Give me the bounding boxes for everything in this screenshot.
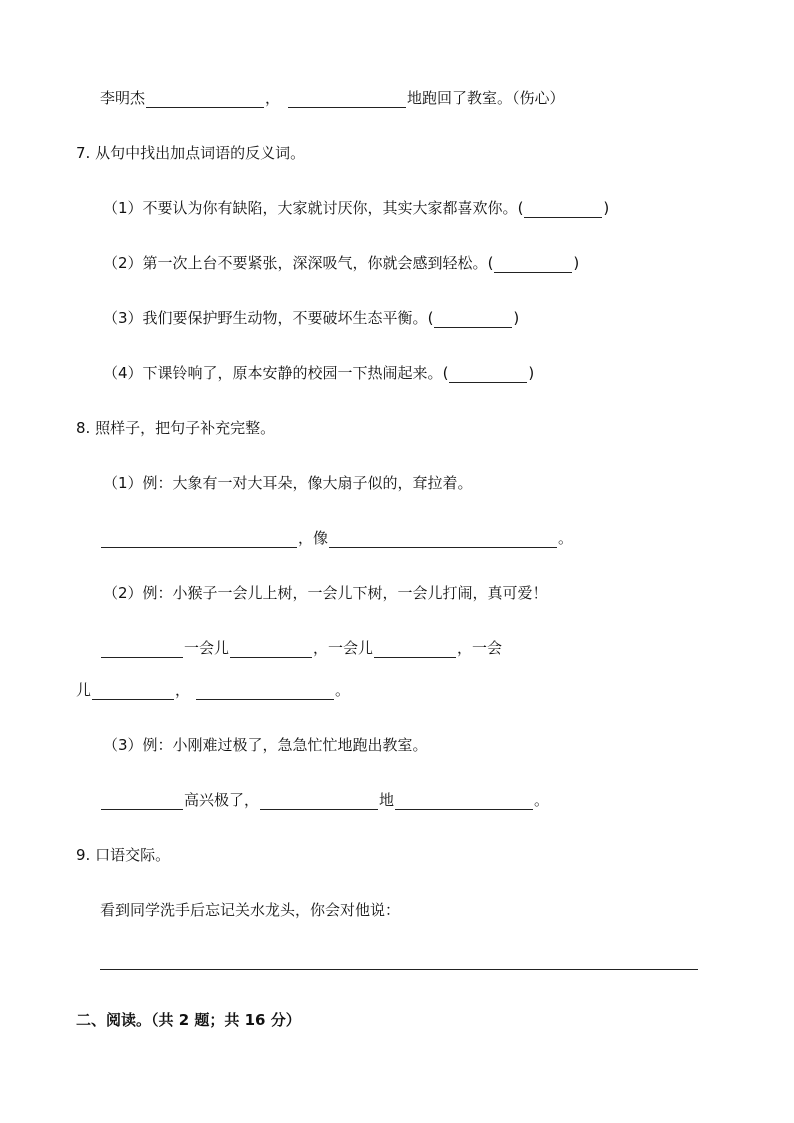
sentence-tail: 地跑回了教室。（伤心） <box>407 89 565 107</box>
answer-text: 地 <box>379 791 395 809</box>
q9-prompt: 看到同学洗手后忘记关水龙头，你会对他说： <box>100 901 401 919</box>
sentence-line-sad <box>100 88 565 108</box>
q8-answer-3 <box>100 790 549 810</box>
answer-blank[interactable] <box>524 201 602 218</box>
q7-item-1 <box>103 198 609 218</box>
answer-text: ，像 <box>298 529 329 547</box>
paren-open: ( <box>517 199 524 217</box>
item-number: （4） <box>103 364 143 382</box>
item-text: 下课铃响了，原本安静的校园一下热闹起来。 <box>142 364 443 382</box>
paren-close: ) <box>513 309 520 327</box>
answer-blank[interactable] <box>449 366 527 383</box>
q8-example-2: （2）例：小猴子一会儿上树，一会儿下树，一会儿打闹，真可爱！ <box>103 584 548 602</box>
item-text: 我们要保护野生动物，不要破坏生态平衡。 <box>142 309 428 327</box>
q7-item-3 <box>103 308 519 328</box>
answer-blank[interactable] <box>434 311 512 328</box>
answer-blank[interactable] <box>395 793 533 810</box>
answer-blank[interactable] <box>374 641 456 658</box>
subject-text: 李明杰 <box>100 89 146 107</box>
answer-text: ，一会 <box>457 639 503 657</box>
item-text: 不要认为你有缺陷，大家就讨厌你，其实大家都喜欢你。 <box>142 199 518 217</box>
answer-blank[interactable] <box>288 91 406 108</box>
answer-text: 儿 <box>76 681 92 699</box>
answer-blank[interactable] <box>101 793 183 810</box>
comma-text: ， <box>265 89 281 107</box>
item-number: （2） <box>103 254 143 272</box>
answer-blank[interactable] <box>146 91 264 108</box>
section-2-title: 二、阅读。（共 2 题；共 16 分） <box>76 1011 301 1029</box>
answer-blank[interactable] <box>230 641 312 658</box>
q7-item-2 <box>103 253 579 273</box>
question-7-heading: 7. 从句中找出加点词语的反义词。 <box>76 144 306 162</box>
q8-answer-2a <box>100 638 502 658</box>
paren-close: ) <box>573 254 580 272</box>
q8-answer-1 <box>100 528 573 548</box>
q8-answer-2b <box>76 680 350 700</box>
period: 。 <box>335 681 351 699</box>
answer-blank[interactable] <box>196 683 334 700</box>
question-9-heading: 9. 口语交际。 <box>76 846 171 864</box>
answer-blank[interactable] <box>101 531 297 548</box>
answer-text: ， <box>175 681 191 699</box>
answer-blank[interactable] <box>494 256 572 273</box>
q7-item-4 <box>103 363 534 383</box>
item-number: （3） <box>103 309 143 327</box>
answer-text: 高兴极了， <box>184 791 260 809</box>
q8-example-3: （3）例：小刚难过极了，急急忙忙地跑出教室。 <box>103 736 428 754</box>
answer-text: ，一会儿 <box>313 639 374 657</box>
answer-blank[interactable] <box>101 641 183 658</box>
answer-text: 一会儿 <box>184 639 230 657</box>
item-number: （1） <box>103 199 143 217</box>
paren-open: ( <box>427 309 434 327</box>
answer-blank[interactable] <box>260 793 378 810</box>
question-8-heading: 8. 照样子，把句子补充完整。 <box>76 419 276 437</box>
item-text: 第一次上台不要紧张，深深吸气，你就会感到轻松。 <box>142 254 488 272</box>
answer-line[interactable] <box>100 969 698 970</box>
paren-close: ) <box>528 364 535 382</box>
period: 。 <box>558 529 574 547</box>
q8-example-1: （1）例：大象有一对大耳朵，像大扇子似的，耷拉着。 <box>103 474 473 492</box>
period: 。 <box>534 791 550 809</box>
paren-open: ( <box>442 364 449 382</box>
answer-blank[interactable] <box>329 531 557 548</box>
answer-blank[interactable] <box>92 683 174 700</box>
paren-close: ) <box>603 199 610 217</box>
paren-open: ( <box>487 254 494 272</box>
